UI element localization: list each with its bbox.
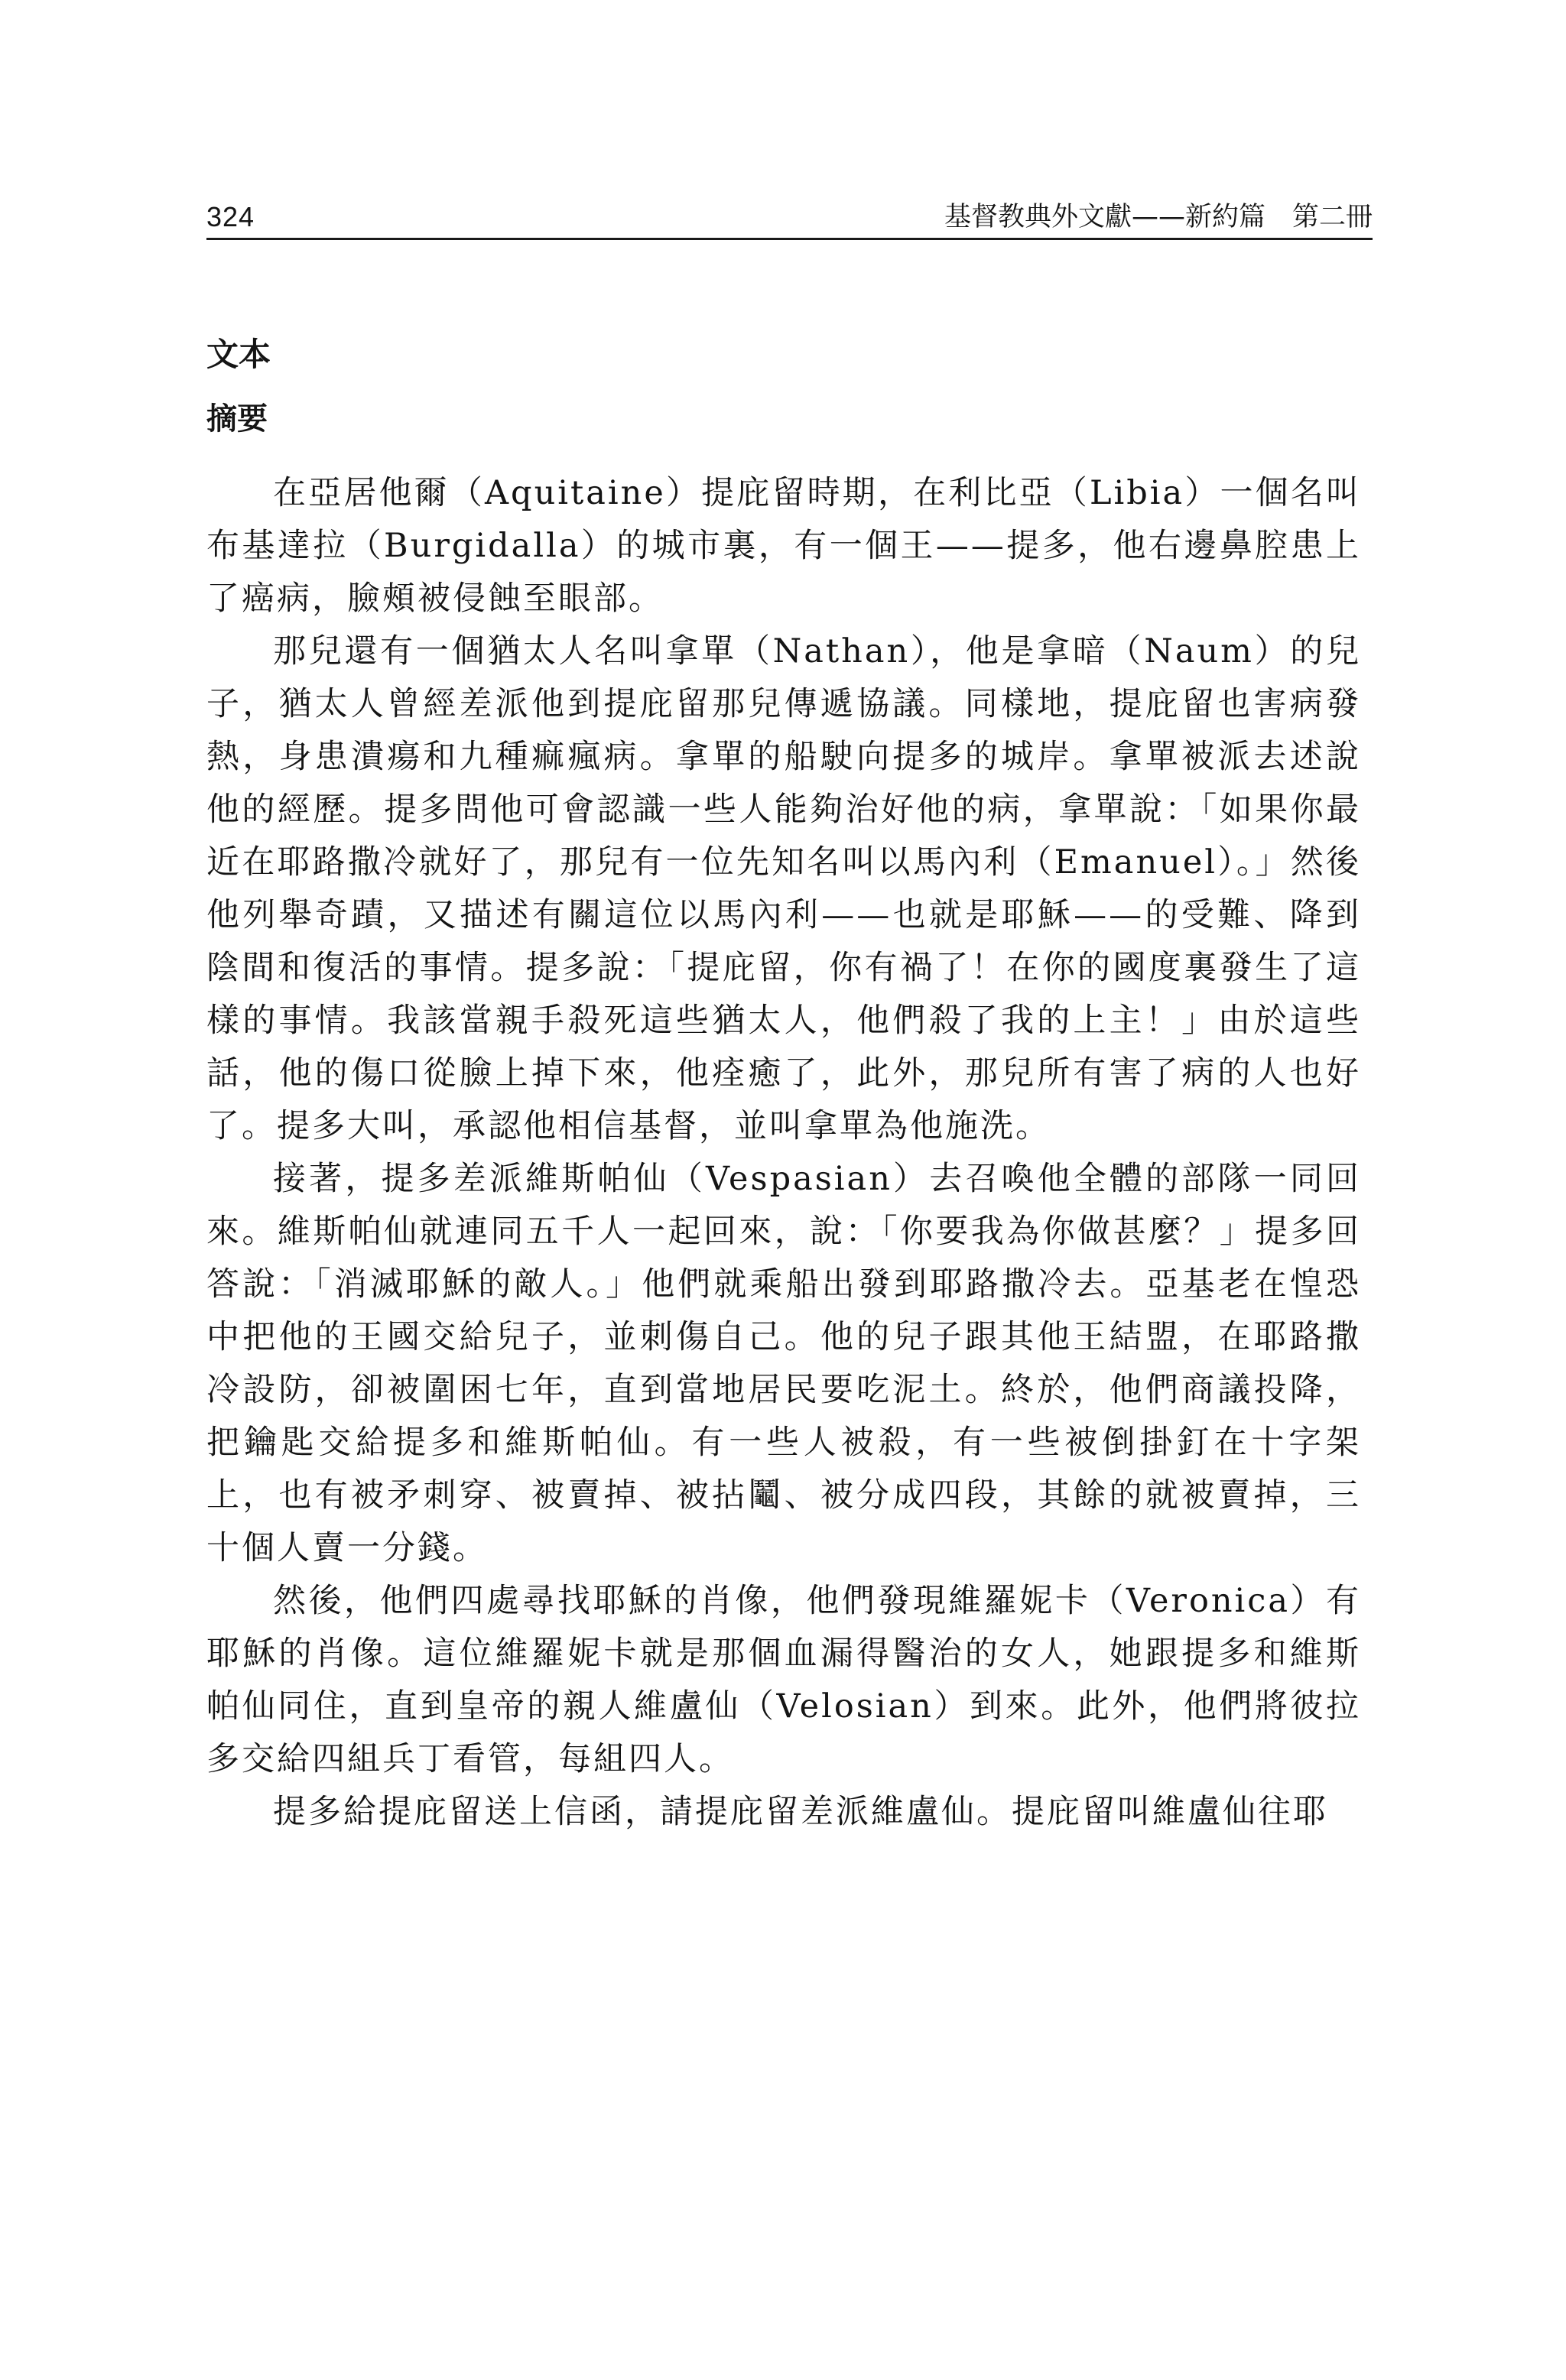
header-rule xyxy=(206,238,1373,240)
running-title: 基督教典外文獻——新約篇 第二冊 xyxy=(944,202,1373,232)
section-heading: 文本 xyxy=(206,336,271,373)
paragraph: 那兒還有一個猶太人名叫拿單（Nathan），他是拿暗（Naum）的兒子，猶太人曾經差派他到提庇留那兒傳遞協議。同樣地，提庇留也害病發熱，身患潰瘍和九種痲瘋病。拿單的船駛向提多的城岸。拿單被派去述說他的經歷。提多問他可會認識一些人能夠治好他的病，拿單說：「如果你最近在耶路撒冷就好了，那兒有一位先知名叫以馬內利（Emanuel）。」然後他列舉奇蹟，又描述有關這位以馬內利——也就是耶穌——的受難、降到陰間和復活的事情。提多說：「提庇留，你有禍了！在你的國度裏發生了這樣的事情。我該當親手殺死這些猶太人，他們殺了我的上主！」由於這些話，他的傷口從臉上掉下來，他痊癒了，此外，那兒所有害了病的人也好了。提多大叫，承認他相信基督，並叫拿單為他施洗。 xyxy=(206,632,1361,1145)
paragraph: 提多給提庇留送上信函，請提庇留差派維盧仙。提庇留叫維盧仙往耶 xyxy=(273,1793,1328,1831)
paragraph: 然後，他們四處尋找耶穌的肖像，他們發現維羅妮卡（Veronica）有耶穌的肖像。這位維羅妮卡就是那個血漏得醫治的女人，她跟提多和維斯帕仙同住，直到皇帝的親人維盧仙（Velosian）到來。此外，他們將彼拉多交給四組兵丁看管，每組四人。 xyxy=(206,1582,1361,1778)
paragraph: 在亞居他爾（Aquitaine）提庇留時期，在利比亞（Libia）一個名叫布基達拉（Burgidalla）的城市裏，有一個王——提多，他右邊鼻腔患上了癌病，臉頰被侵蝕至眼部。 xyxy=(206,474,1361,618)
page-number: 324 xyxy=(206,201,255,232)
sub-heading: 摘要 xyxy=(206,401,268,437)
body-text xyxy=(206,467,1361,1839)
paragraph: 接著，提多差派維斯帕仙（Vespasian）去召喚他全體的部隊一同回來。維斯帕仙就連同五千人一起回來，說：「你要我為你做甚麼？」提多回答說：「消滅耶穌的敵人。」他們就乘船出發到耶路撒冷去。亞基老在惶恐中把他的王國交給兒子，並刺傷自己。他的兒子跟其他王結盟，在耶路撒冷設防，卻被圍困七年，直到當地居民要吃泥土。終於，他們商議投降，把鑰匙交給提多和維斯帕仙。有一些人被殺，有一些被倒掛釘在十字架上，也有被矛刺穿、被賣掉、被拈鬮、被分成四段，其餘的就被賣掉，三十個人賣一分錢。 xyxy=(206,1160,1361,1567)
page-header xyxy=(206,197,1373,237)
